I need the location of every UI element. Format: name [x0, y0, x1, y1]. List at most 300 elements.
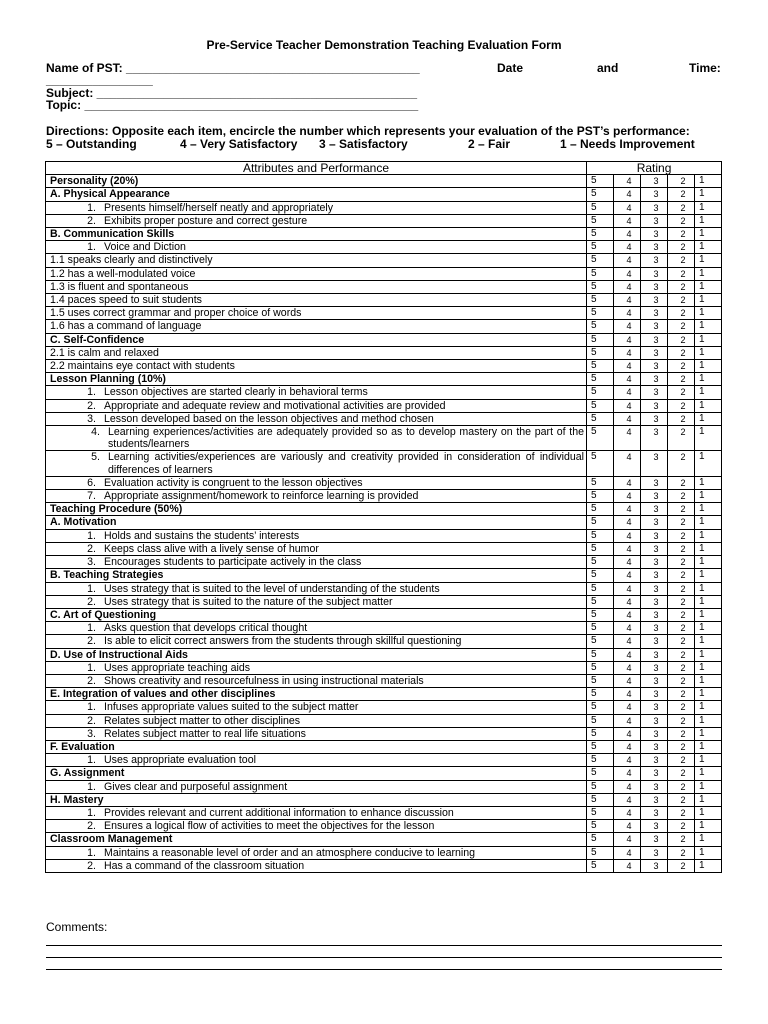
rating-option-3[interactable]: 3 — [641, 595, 668, 608]
rating-option-3[interactable]: 3 — [641, 201, 668, 214]
criterion-text: Evaluation activity is congruent to the lesson objectives — [104, 476, 363, 489]
criterion-cell — [46, 399, 587, 412]
rating-option-1[interactable]: 1 — [695, 859, 722, 872]
rating-option-1[interactable]: 1 — [695, 412, 722, 425]
rating-option-1[interactable]: 1 — [695, 754, 722, 767]
rating-option-3[interactable]: 3 — [641, 175, 668, 188]
rating-option-4[interactable]: 4 — [614, 188, 641, 201]
rating-option-1[interactable]: 1 — [695, 648, 722, 661]
rating-option-1[interactable]: 1 — [695, 228, 722, 241]
rating-option-5[interactable]: 5 — [587, 556, 614, 569]
criterion-cell — [46, 820, 587, 833]
criterion-text: Asks question that develops critical thought — [104, 622, 308, 635]
rating-option-1[interactable]: 1 — [695, 503, 722, 516]
rating-option-3[interactable]: 3 — [641, 267, 668, 280]
rating-option-4[interactable]: 4 — [614, 793, 641, 806]
rating-option-2[interactable]: 2 — [668, 254, 695, 267]
rating-option-3[interactable]: 3 — [641, 688, 668, 701]
rating-option-4[interactable]: 4 — [614, 622, 641, 635]
rating-option-5[interactable]: 5 — [587, 451, 614, 476]
rating-option-2[interactable]: 2 — [668, 241, 695, 254]
rating-option-1[interactable]: 1 — [695, 674, 722, 687]
criterion-cell — [46, 727, 587, 740]
rating-option-5[interactable]: 5 — [587, 188, 614, 201]
rating-option-2[interactable]: 2 — [668, 529, 695, 542]
table-row — [46, 780, 722, 793]
rating-option-4[interactable]: 4 — [614, 661, 641, 674]
rating-option-2[interactable]: 2 — [668, 490, 695, 503]
section-heading: B. Communication Skills — [46, 228, 587, 241]
rating-option-1[interactable]: 1 — [695, 399, 722, 412]
rating-option-1[interactable]: 1 — [695, 833, 722, 846]
rating-option-2[interactable]: 2 — [668, 740, 695, 753]
rating-option-5[interactable]: 5 — [587, 806, 614, 819]
table-row — [46, 727, 722, 740]
table-row — [46, 373, 722, 386]
rating-option-4[interactable]: 4 — [614, 595, 641, 608]
rating-option-5[interactable]: 5 — [587, 701, 614, 714]
rating-option-4[interactable]: 4 — [614, 688, 641, 701]
rating-option-2[interactable]: 2 — [668, 701, 695, 714]
rating-option-5[interactable]: 5 — [587, 608, 614, 621]
rating-option-3[interactable]: 3 — [641, 451, 668, 476]
rating-option-2[interactable]: 2 — [668, 228, 695, 241]
rating-option-3[interactable]: 3 — [641, 674, 668, 687]
rating-option-3[interactable]: 3 — [641, 373, 668, 386]
rating-option-2[interactable]: 2 — [668, 569, 695, 582]
rating-option-3[interactable]: 3 — [641, 254, 668, 267]
comment-line-3[interactable] — [46, 969, 722, 970]
rating-option-5[interactable]: 5 — [587, 307, 614, 320]
rating-option-2[interactable]: 2 — [668, 767, 695, 780]
rating-option-3[interactable]: 3 — [641, 714, 668, 727]
rating-option-4[interactable]: 4 — [614, 582, 641, 595]
rating-option-2[interactable]: 2 — [668, 793, 695, 806]
rating-option-4[interactable]: 4 — [614, 333, 641, 346]
rating-option-1[interactable]: 1 — [695, 582, 722, 595]
rating-option-5[interactable]: 5 — [587, 294, 614, 307]
table-row — [46, 542, 722, 555]
rating-option-4[interactable]: 4 — [614, 556, 641, 569]
table-row — [46, 688, 722, 701]
rating-option-3[interactable]: 3 — [641, 307, 668, 320]
sub-item-text: 1.6 has a command of language — [46, 320, 587, 333]
rating-option-5[interactable]: 5 — [587, 280, 614, 293]
rating-option-3[interactable]: 3 — [641, 360, 668, 373]
rating-option-3[interactable]: 3 — [641, 727, 668, 740]
section-heading: A. Motivation — [46, 516, 587, 529]
rating-option-3[interactable]: 3 — [641, 503, 668, 516]
rating-option-3[interactable]: 3 — [641, 754, 668, 767]
rating-option-1[interactable]: 1 — [695, 267, 722, 280]
rating-option-1[interactable]: 1 — [695, 516, 722, 529]
rating-option-1[interactable]: 1 — [695, 542, 722, 555]
rating-option-1[interactable]: 1 — [695, 556, 722, 569]
rating-option-4[interactable]: 4 — [614, 254, 641, 267]
section-heading: F. Evaluation — [46, 740, 587, 753]
rating-option-5[interactable]: 5 — [587, 727, 614, 740]
rating-option-2[interactable]: 2 — [668, 267, 695, 280]
rating-option-5[interactable]: 5 — [587, 780, 614, 793]
rating-option-5[interactable]: 5 — [587, 582, 614, 595]
rating-option-2[interactable]: 2 — [668, 674, 695, 687]
rating-option-5[interactable]: 5 — [587, 674, 614, 687]
rating-option-3[interactable]: 3 — [641, 622, 668, 635]
criterion-cell — [46, 412, 587, 425]
rating-option-1[interactable]: 1 — [695, 622, 722, 635]
rating-option-3[interactable]: 3 — [641, 648, 668, 661]
subject-field-label[interactable]: Subject: ________________________________________________ — [46, 86, 418, 100]
rating-option-4[interactable]: 4 — [614, 859, 641, 872]
rating-option-1[interactable]: 1 — [695, 386, 722, 399]
rating-option-5[interactable]: 5 — [587, 767, 614, 780]
rating-option-2[interactable]: 2 — [668, 542, 695, 555]
rating-option-5[interactable]: 5 — [587, 635, 614, 648]
rating-option-2[interactable]: 2 — [668, 373, 695, 386]
table-row — [46, 320, 722, 333]
rating-option-2[interactable]: 2 — [668, 727, 695, 740]
rating-option-5[interactable]: 5 — [587, 426, 614, 451]
rating-option-3[interactable]: 3 — [641, 806, 668, 819]
rating-option-2[interactable]: 2 — [668, 307, 695, 320]
rating-option-5[interactable]: 5 — [587, 360, 614, 373]
rating-option-1[interactable]: 1 — [695, 608, 722, 621]
criterion-text: Lesson objectives are started clearly in behavioral terms — [104, 386, 368, 399]
table-row — [46, 793, 722, 806]
rating-option-2[interactable]: 2 — [668, 412, 695, 425]
rating-option-3[interactable]: 3 — [641, 346, 668, 359]
rating-option-4[interactable]: 4 — [614, 740, 641, 753]
rating-option-4[interactable]: 4 — [614, 780, 641, 793]
rating-option-4[interactable]: 4 — [614, 516, 641, 529]
rating-option-4[interactable]: 4 — [614, 373, 641, 386]
section-heading: H. Mastery — [46, 793, 587, 806]
rating-option-4[interactable]: 4 — [614, 386, 641, 399]
rating-option-2[interactable]: 2 — [668, 688, 695, 701]
table-row — [46, 556, 722, 569]
rating-option-4[interactable]: 4 — [614, 490, 641, 503]
rating-option-2[interactable]: 2 — [668, 595, 695, 608]
rating-option-3[interactable]: 3 — [641, 859, 668, 872]
rating-option-1[interactable]: 1 — [695, 806, 722, 819]
rating-option-1[interactable]: 1 — [695, 820, 722, 833]
rating-option-3[interactable]: 3 — [641, 635, 668, 648]
rating-option-5[interactable]: 5 — [587, 820, 614, 833]
rating-option-5[interactable]: 5 — [587, 241, 614, 254]
rating-option-5[interactable]: 5 — [587, 399, 614, 412]
rating-option-3[interactable]: 3 — [641, 188, 668, 201]
rating-option-1[interactable]: 1 — [695, 714, 722, 727]
rating-option-2[interactable]: 2 — [668, 188, 695, 201]
comment-line-2[interactable] — [46, 957, 722, 958]
rating-option-4[interactable]: 4 — [614, 648, 641, 661]
rating-option-4[interactable]: 4 — [614, 767, 641, 780]
rating-option-2[interactable]: 2 — [668, 333, 695, 346]
rating-option-2[interactable]: 2 — [668, 320, 695, 333]
rating-option-1[interactable]: 1 — [695, 280, 722, 293]
rating-option-4[interactable]: 4 — [614, 846, 641, 859]
rating-option-1[interactable]: 1 — [695, 360, 722, 373]
item-number: 6. — [87, 476, 96, 489]
rating-option-5[interactable]: 5 — [587, 595, 614, 608]
rating-option-2[interactable]: 2 — [668, 622, 695, 635]
rating-option-5[interactable]: 5 — [587, 320, 614, 333]
item-number: 2. — [87, 595, 96, 608]
rating-option-5[interactable]: 5 — [587, 373, 614, 386]
rating-option-2[interactable]: 2 — [668, 386, 695, 399]
rating-option-2[interactable]: 2 — [668, 175, 695, 188]
rating-option-3[interactable]: 3 — [641, 793, 668, 806]
rating-option-1[interactable]: 1 — [695, 333, 722, 346]
rating-option-1[interactable]: 1 — [695, 727, 722, 740]
table-row — [46, 333, 722, 346]
rating-option-4[interactable]: 4 — [614, 542, 641, 555]
rating-option-5[interactable]: 5 — [587, 201, 614, 214]
rating-option-3[interactable]: 3 — [641, 767, 668, 780]
rating-option-5[interactable]: 5 — [587, 412, 614, 425]
rating-option-1[interactable]: 1 — [695, 490, 722, 503]
rating-option-1[interactable]: 1 — [695, 307, 722, 320]
comment-line-1[interactable] — [46, 945, 722, 946]
item-number: 1. — [87, 661, 96, 674]
rating-option-4[interactable]: 4 — [614, 727, 641, 740]
rating-option-4[interactable]: 4 — [614, 280, 641, 293]
rating-option-4[interactable]: 4 — [614, 635, 641, 648]
rating-option-4[interactable]: 4 — [614, 701, 641, 714]
rating-option-3[interactable]: 3 — [641, 490, 668, 503]
rating-option-4[interactable]: 4 — [614, 569, 641, 582]
rating-option-4[interactable]: 4 — [614, 820, 641, 833]
rating-option-4[interactable]: 4 — [614, 476, 641, 489]
rating-option-3[interactable]: 3 — [641, 228, 668, 241]
rating-option-4[interactable]: 4 — [614, 754, 641, 767]
rating-option-4[interactable]: 4 — [614, 714, 641, 727]
rating-option-2[interactable]: 2 — [668, 360, 695, 373]
rating-option-3[interactable]: 3 — [641, 214, 668, 227]
rating-option-2[interactable]: 2 — [668, 608, 695, 621]
rating-option-3[interactable]: 3 — [641, 529, 668, 542]
rating-option-3[interactable]: 3 — [641, 516, 668, 529]
rating-option-2[interactable]: 2 — [668, 754, 695, 767]
rating-option-2[interactable]: 2 — [668, 214, 695, 227]
rating-option-5[interactable]: 5 — [587, 754, 614, 767]
rating-option-3[interactable]: 3 — [641, 280, 668, 293]
rating-option-1[interactable]: 1 — [695, 241, 722, 254]
rating-option-4[interactable]: 4 — [614, 294, 641, 307]
criterion-text: Lesson developed based on the lesson objectives and method chosen — [104, 412, 434, 425]
rating-option-3[interactable]: 3 — [641, 833, 668, 846]
rating-option-1[interactable]: 1 — [695, 188, 722, 201]
rating-option-4[interactable]: 4 — [614, 267, 641, 280]
sub-item-text: 2.1 is calm and relaxed — [46, 346, 587, 359]
rating-option-1[interactable]: 1 — [695, 175, 722, 188]
item-number: 2. — [87, 714, 96, 727]
rating-option-2[interactable]: 2 — [668, 582, 695, 595]
rating-option-3[interactable]: 3 — [641, 412, 668, 425]
rating-option-4[interactable]: 4 — [614, 529, 641, 542]
rating-option-5[interactable]: 5 — [587, 490, 614, 503]
rating-option-1[interactable]: 1 — [695, 701, 722, 714]
table-row — [46, 267, 722, 280]
rating-option-1[interactable]: 1 — [695, 254, 722, 267]
rating-option-1[interactable]: 1 — [695, 451, 722, 476]
topic-field-label[interactable]: Topic: __________________________________________________ — [46, 98, 419, 112]
rating-option-5[interactable]: 5 — [587, 714, 614, 727]
table-row — [46, 569, 722, 582]
rating-option-1[interactable]: 1 — [695, 740, 722, 753]
rating-option-4[interactable]: 4 — [614, 201, 641, 214]
rating-option-2[interactable]: 2 — [668, 280, 695, 293]
rating-option-3[interactable]: 3 — [641, 820, 668, 833]
rating-option-5[interactable]: 5 — [587, 476, 614, 489]
rating-option-4[interactable]: 4 — [614, 228, 641, 241]
criterion-text: Uses appropriate teaching aids — [104, 661, 251, 674]
criterion-cell — [46, 635, 587, 648]
rating-option-1[interactable]: 1 — [695, 294, 722, 307]
rating-option-4[interactable]: 4 — [614, 214, 641, 227]
rating-option-5[interactable]: 5 — [587, 846, 614, 859]
rating-option-3[interactable]: 3 — [641, 569, 668, 582]
rating-option-3[interactable]: 3 — [641, 399, 668, 412]
rating-option-5[interactable]: 5 — [587, 386, 614, 399]
rating-option-2[interactable]: 2 — [668, 476, 695, 489]
rating-option-2[interactable]: 2 — [668, 780, 695, 793]
rating-option-5[interactable]: 5 — [587, 793, 614, 806]
rating-option-2[interactable]: 2 — [668, 859, 695, 872]
rating-option-4[interactable]: 4 — [614, 320, 641, 333]
rating-option-4[interactable]: 4 — [614, 241, 641, 254]
rating-option-2[interactable]: 2 — [668, 451, 695, 476]
rating-option-1[interactable]: 1 — [695, 320, 722, 333]
rating-option-1[interactable]: 1 — [695, 793, 722, 806]
sub-item-text: 1.2 has a well-modulated voice — [46, 267, 587, 280]
name-field-label[interactable]: Name of PST: ____________________________________________ — [46, 61, 420, 75]
rating-option-4[interactable]: 4 — [614, 360, 641, 373]
rating-option-2[interactable]: 2 — [668, 820, 695, 833]
rating-option-2[interactable]: 2 — [668, 201, 695, 214]
rating-option-5[interactable]: 5 — [587, 333, 614, 346]
rating-option-5[interactable]: 5 — [587, 516, 614, 529]
rating-option-4[interactable]: 4 — [614, 346, 641, 359]
rating-option-1[interactable]: 1 — [695, 476, 722, 489]
rating-option-2[interactable]: 2 — [668, 833, 695, 846]
rating-option-2[interactable]: 2 — [668, 399, 695, 412]
rating-option-3[interactable]: 3 — [641, 386, 668, 399]
rating-option-3[interactable]: 3 — [641, 476, 668, 489]
rating-option-3[interactable]: 3 — [641, 608, 668, 621]
rating-option-3[interactable]: 3 — [641, 556, 668, 569]
rating-option-5[interactable]: 5 — [587, 648, 614, 661]
rating-option-5[interactable]: 5 — [587, 214, 614, 227]
rating-option-4[interactable]: 4 — [614, 608, 641, 621]
criterion-cell — [46, 780, 587, 793]
rating-option-3[interactable]: 3 — [641, 582, 668, 595]
rating-option-1[interactable]: 1 — [695, 346, 722, 359]
rating-option-2[interactable]: 2 — [668, 846, 695, 859]
rating-option-1[interactable]: 1 — [695, 780, 722, 793]
rating-option-5[interactable]: 5 — [587, 503, 614, 516]
rating-option-3[interactable]: 3 — [641, 740, 668, 753]
rating-option-1[interactable]: 1 — [695, 846, 722, 859]
rating-option-2[interactable]: 2 — [668, 556, 695, 569]
rating-option-1[interactable]: 1 — [695, 201, 722, 214]
rating-option-5[interactable]: 5 — [587, 569, 614, 582]
rating-option-5[interactable]: 5 — [587, 254, 614, 267]
rating-option-5[interactable]: 5 — [587, 267, 614, 280]
rating-option-3[interactable]: 3 — [641, 846, 668, 859]
rating-option-1[interactable]: 1 — [695, 426, 722, 451]
rating-option-4[interactable]: 4 — [614, 674, 641, 687]
rating-option-3[interactable]: 3 — [641, 780, 668, 793]
rating-option-3[interactable]: 3 — [641, 426, 668, 451]
rating-option-1[interactable]: 1 — [695, 661, 722, 674]
rating-option-4[interactable]: 4 — [614, 806, 641, 819]
rating-option-4[interactable]: 4 — [614, 412, 641, 425]
rating-option-3[interactable]: 3 — [641, 320, 668, 333]
table-row — [46, 622, 722, 635]
rating-option-3[interactable]: 3 — [641, 661, 668, 674]
rating-option-5[interactable]: 5 — [587, 661, 614, 674]
rating-option-3[interactable]: 3 — [641, 542, 668, 555]
rating-option-2[interactable]: 2 — [668, 661, 695, 674]
scale-2: 2 – Fair — [468, 137, 511, 151]
rating-option-3[interactable]: 3 — [641, 294, 668, 307]
criterion-text: Keeps class alive with a lively sense of humor — [104, 542, 319, 555]
rating-option-5[interactable]: 5 — [587, 346, 614, 359]
rating-option-1[interactable]: 1 — [695, 688, 722, 701]
rating-option-4[interactable]: 4 — [614, 399, 641, 412]
rating-option-4[interactable]: 4 — [614, 833, 641, 846]
rating-option-4[interactable]: 4 — [614, 175, 641, 188]
rating-option-5[interactable]: 5 — [587, 688, 614, 701]
rating-option-5[interactable]: 5 — [587, 833, 614, 846]
rating-option-5[interactable]: 5 — [587, 529, 614, 542]
rating-option-2[interactable]: 2 — [668, 635, 695, 648]
rating-option-2[interactable]: 2 — [668, 806, 695, 819]
rating-option-2[interactable]: 2 — [668, 426, 695, 451]
time-field-blank[interactable]: ________________ — [46, 73, 153, 87]
form-title: Pre-Service Teacher Demonstration Teaching Evaluation Form — [206, 38, 562, 52]
rating-option-4[interactable]: 4 — [614, 426, 641, 451]
rating-option-4[interactable]: 4 — [614, 503, 641, 516]
rating-option-1[interactable]: 1 — [695, 595, 722, 608]
rating-option-2[interactable]: 2 — [668, 714, 695, 727]
rating-option-2[interactable]: 2 — [668, 346, 695, 359]
rating-option-1[interactable]: 1 — [695, 635, 722, 648]
directions-text: Directions: Opposite each item, encircle the number which represents your evaluation of the PST’s performance: — [46, 124, 690, 138]
rating-option-5[interactable]: 5 — [587, 859, 614, 872]
rating-option-1[interactable]: 1 — [695, 767, 722, 780]
rating-option-5[interactable]: 5 — [587, 175, 614, 188]
rating-option-5[interactable]: 5 — [587, 228, 614, 241]
rating-option-2[interactable]: 2 — [668, 294, 695, 307]
rating-option-5[interactable]: 5 — [587, 740, 614, 753]
rating-option-1[interactable]: 1 — [695, 373, 722, 386]
rating-option-1[interactable]: 1 — [695, 529, 722, 542]
rating-option-2[interactable]: 2 — [668, 503, 695, 516]
rating-option-2[interactable]: 2 — [668, 648, 695, 661]
rating-option-3[interactable]: 3 — [641, 701, 668, 714]
rating-option-5[interactable]: 5 — [587, 542, 614, 555]
rating-option-1[interactable]: 1 — [695, 214, 722, 227]
rating-option-4[interactable]: 4 — [614, 451, 641, 476]
rating-option-4[interactable]: 4 — [614, 307, 641, 320]
rating-option-5[interactable]: 5 — [587, 622, 614, 635]
rating-option-2[interactable]: 2 — [668, 516, 695, 529]
rating-option-3[interactable]: 3 — [641, 333, 668, 346]
rating-option-3[interactable]: 3 — [641, 241, 668, 254]
rating-option-1[interactable]: 1 — [695, 569, 722, 582]
